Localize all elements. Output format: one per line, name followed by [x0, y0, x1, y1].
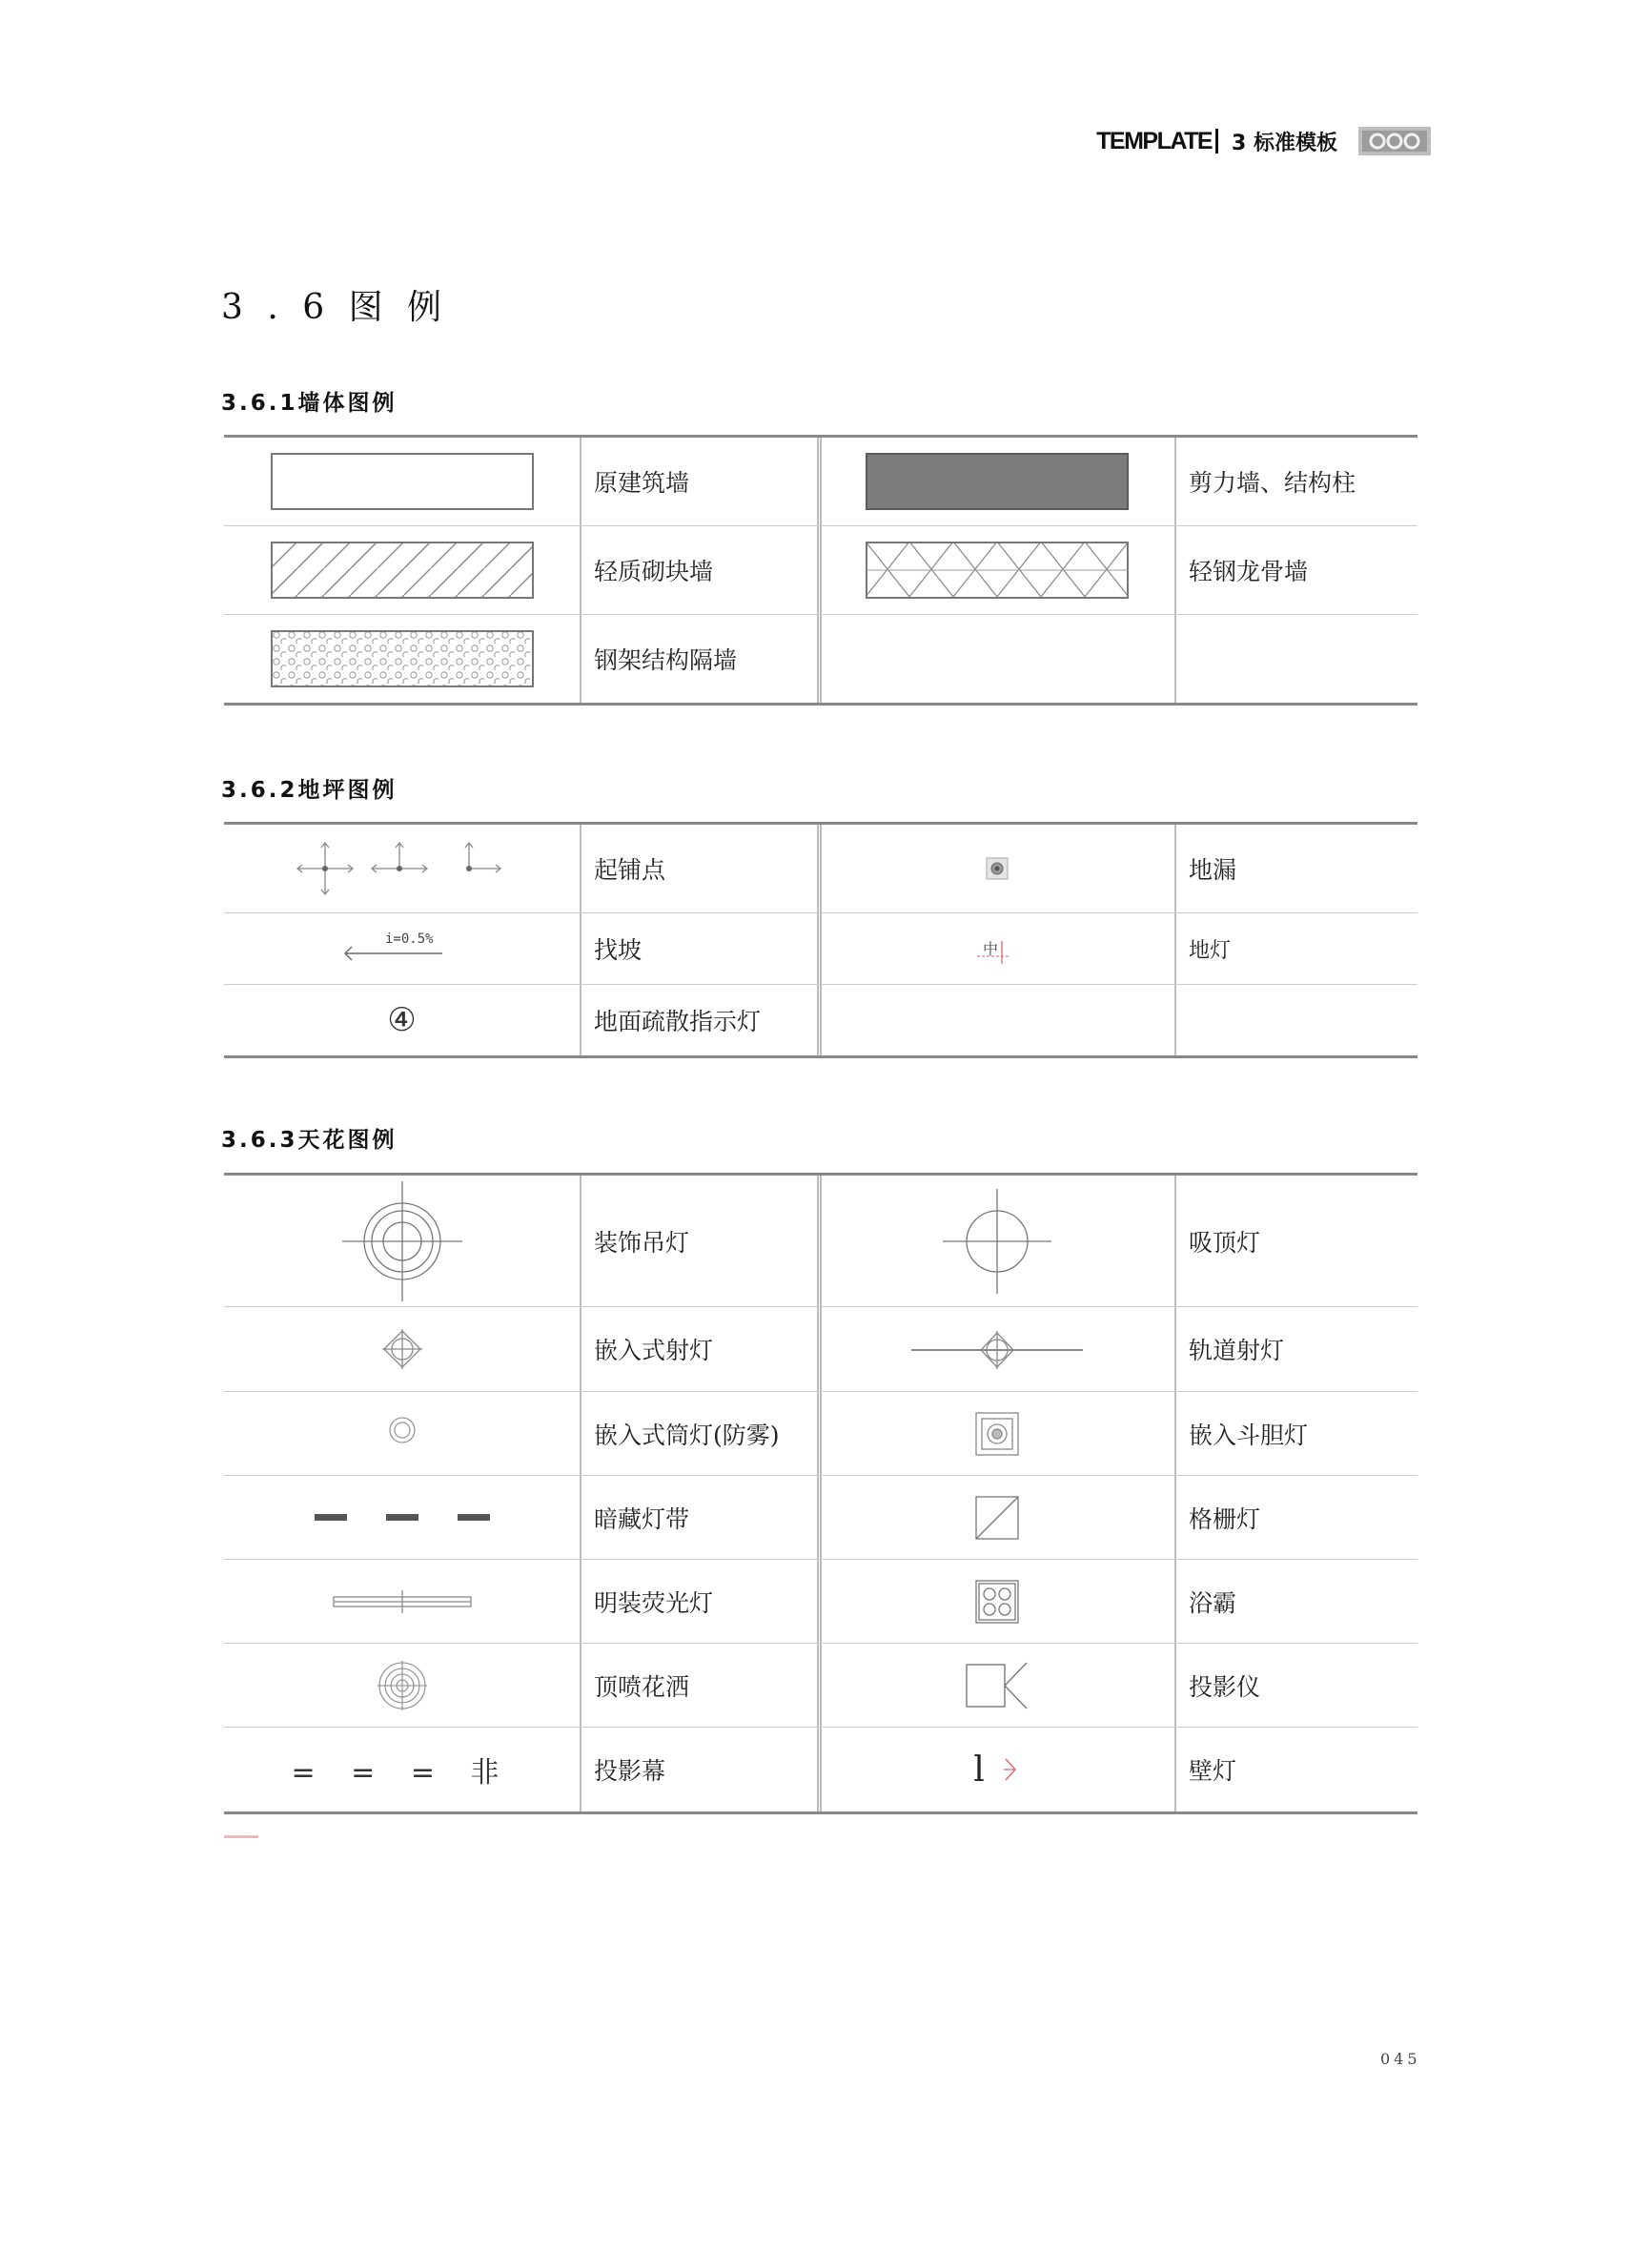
legend-label: 剪力墙、结构柱	[1189, 469, 1356, 497]
legend-label: 投影幕	[594, 1757, 666, 1785]
legend-label: 壁灯	[1189, 1757, 1237, 1785]
table-row	[224, 985, 1417, 1055]
legend-label: 嵌入斗胆灯	[1189, 1421, 1309, 1449]
floor-drain-symbol	[983, 854, 1011, 883]
legend-label: 顶喷花洒	[594, 1672, 690, 1701]
surface-fluorescent-symbol	[331, 1587, 474, 1616]
legend-label	[1174, 985, 1432, 1055]
legend-label: 起铺点	[594, 856, 666, 884]
table-row	[224, 1307, 1417, 1392]
legend-label: 明装荧光灯	[594, 1588, 714, 1617]
legend-label: 轨道射灯	[1189, 1337, 1285, 1364]
legend-label: 钢架结构隔墙	[594, 646, 738, 674]
subsection-title-ceiling: 3.6.3天花图例	[221, 1128, 398, 1153]
floor-lamp-char: 中	[983, 940, 999, 958]
ceiling-legend-table	[224, 1173, 1417, 1814]
legend-label	[1174, 615, 1432, 703]
evacuation-light-symbol: ④	[387, 1001, 417, 1039]
steel-stud-wall-symbol	[866, 542, 1129, 599]
table-row	[224, 1560, 1417, 1644]
legend-label: 装饰吊灯	[594, 1228, 690, 1257]
legend-label: 嵌入式射灯	[594, 1337, 714, 1364]
track-spotlight-symbol	[902, 1325, 1092, 1373]
subsection-title-walls: 3.6.1墙体图例	[221, 391, 398, 416]
legend-label: 轻质砌块墙	[594, 558, 714, 585]
chandelier-symbol	[340, 1179, 464, 1303]
floor-legend-table	[224, 822, 1417, 1058]
legend-label: 轻钢龙骨墙	[1189, 558, 1309, 585]
table-row	[224, 615, 1417, 703]
legend-label: 格栅灯	[1189, 1504, 1261, 1533]
table-row	[224, 1476, 1417, 1560]
legend-label: 吸顶灯	[1189, 1228, 1261, 1257]
header-template-label: TEMPLATE	[1096, 127, 1213, 154]
legend-label: 原建筑墙	[594, 469, 690, 497]
legend-label: 投影仪	[1189, 1672, 1261, 1701]
wall-lamp-glyph: l	[973, 1750, 985, 1790]
page-header	[1096, 122, 1431, 160]
recessed-downlight-symbol	[383, 1415, 421, 1453]
table-row	[224, 1392, 1417, 1476]
bath-heater-symbol	[973, 1578, 1021, 1626]
legend-label: 地面疏散指示灯	[594, 1008, 762, 1035]
existing-wall-symbol	[271, 453, 534, 510]
legend-label: 地灯	[1189, 938, 1232, 963]
header-section-label: 3 标准模板	[1232, 131, 1337, 155]
legend-label: 浴霸	[1189, 1588, 1237, 1617]
slope-label: i=0.5%	[384, 931, 434, 947]
brand-logo	[1358, 127, 1431, 155]
grille-light-symbol	[973, 1494, 1021, 1542]
header-divider	[1215, 129, 1218, 153]
legend-label: 暗藏灯带	[594, 1504, 690, 1533]
legend-label: 找坡	[594, 936, 642, 964]
concealed-light-strip-symbol	[307, 1508, 498, 1527]
legend-label: 地漏	[1189, 856, 1237, 884]
recessed-spotlight-symbol	[378, 1325, 426, 1373]
table-row	[224, 526, 1417, 615]
section-title: 3 . 6 图 例	[221, 288, 449, 327]
projection-screen-symbol: = = = 非	[291, 1756, 513, 1790]
steel-frame-partition-symbol	[271, 630, 534, 687]
table-row	[224, 913, 1417, 985]
wall-legend-table	[224, 435, 1417, 706]
slope-symbol	[336, 925, 469, 972]
page-number: 045	[1380, 2050, 1421, 2068]
legend-label: 嵌入式筒灯(防雾)	[594, 1421, 780, 1449]
table-row	[224, 1728, 1417, 1811]
table-row	[224, 1176, 1417, 1307]
table-row	[224, 1644, 1417, 1728]
sprinkler-symbol	[374, 1657, 431, 1714]
table-row	[224, 438, 1417, 526]
projector-symbol	[964, 1657, 1030, 1714]
ceiling-light-symbol	[935, 1179, 1059, 1303]
shear-wall-symbol	[866, 453, 1129, 510]
subsection-title-floor: 3.6.2地坪图例	[221, 778, 398, 803]
recessed-grille-lamp-symbol	[973, 1410, 1021, 1458]
table-row	[224, 825, 1417, 913]
floor-lamp-symbol	[973, 930, 1021, 968]
decorative-mark	[224, 1835, 258, 1838]
start-point-symbol	[293, 835, 512, 902]
block-wall-symbol	[271, 542, 534, 599]
wall-lamp-symbol	[1002, 1755, 1021, 1784]
